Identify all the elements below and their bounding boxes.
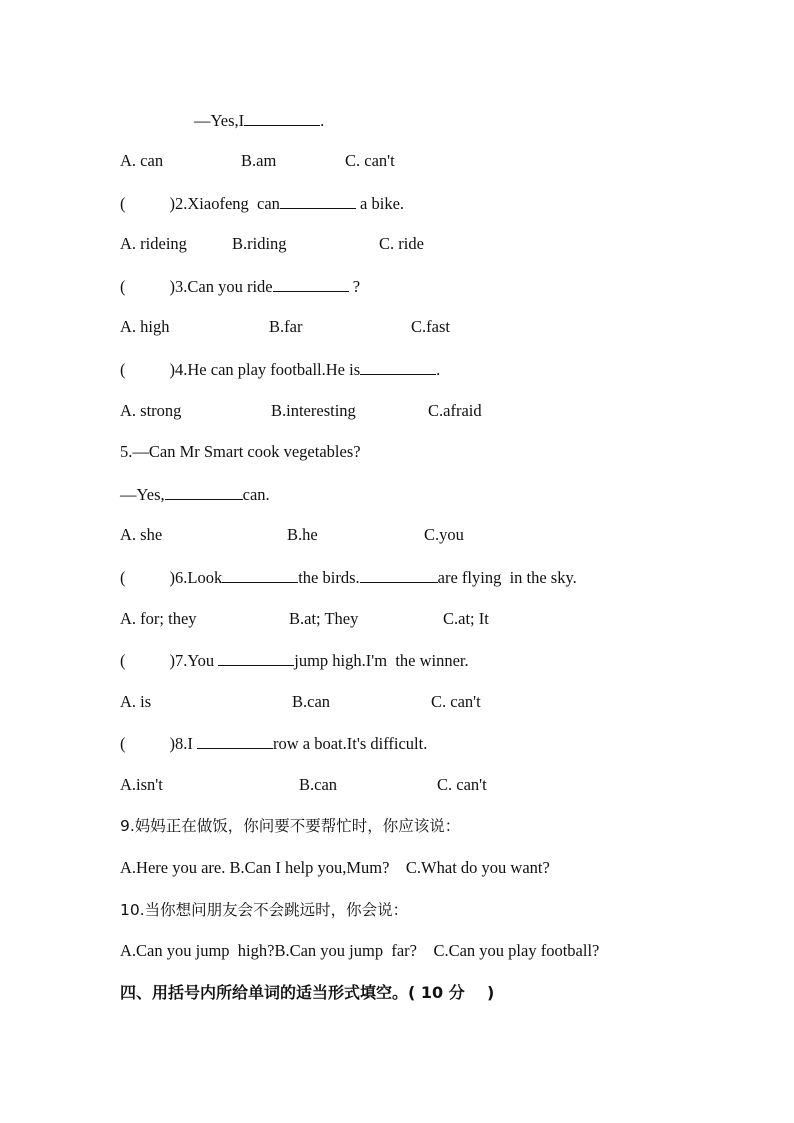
q8-paren-close: ) [169,734,175,753]
q1-option-c: C. can't [345,151,395,170]
answer-blank[interactable] [165,484,243,500]
q2-paren-open: ( [120,194,126,213]
q6-option-a: A. for; they [120,609,197,628]
q1-answer-suffix: . [320,111,325,130]
q2-option-b: B.riding [232,234,287,253]
q2-option-c: C. ride [379,234,424,253]
q2-stem [120,193,404,214]
q3-text-after: ? [348,277,361,296]
q8-text-after: row a boat.It's difficult. [273,734,428,753]
q6-text-mid: the birds. [298,568,360,587]
q5-answer-prefix: —Yes, [120,485,165,504]
q4-paren-open: ( [120,360,126,379]
q4-option-c: C.afraid [428,401,482,420]
q2-text-before: 2.Xiaofeng can [175,194,280,213]
q6-text-after: are flying in the sky. [437,568,577,587]
q6-stem [120,567,577,588]
q1-option-b: B.am [241,151,277,170]
q8-stem [120,733,427,754]
q3-option-c: C.fast [411,317,450,336]
q4-stem [120,359,440,380]
answer-blank[interactable] [280,193,356,209]
q7-stem [120,650,469,671]
q3-paren-open: ( [120,277,126,296]
q3-option-b: B.far [269,317,303,336]
q2-paren-close: ) [169,194,175,213]
q2-text-after: a bike. [355,194,405,213]
q5-answer-suffix: can. [242,485,270,504]
answer-blank[interactable] [360,359,436,375]
q6-paren-open: ( [120,568,126,587]
q6-option-b: B.at; They [289,609,359,628]
q5-option-a: A. she [120,525,163,544]
q1-answer [194,110,324,131]
answer-blank[interactable] [197,733,273,749]
q4-text-after: . [436,360,441,379]
q8-option-a: A.isn't [120,775,163,794]
q3-paren-close: ) [169,277,175,296]
q3-option-a: A. high [120,317,170,336]
q7-paren-open: ( [120,651,126,670]
q2-option-a: A. rideing [120,234,187,253]
q7-paren-close: ) [169,651,175,670]
q8-text-before: 8.I [175,734,197,753]
section-heading: 四、用括号内所给单词的适当形式填空。( 10 分 ) [120,983,495,1002]
q7-option-c: C. can't [431,692,481,711]
q8-paren-open: ( [120,734,126,753]
q7-text-before: 7.You [175,651,219,670]
q3-text-before: 3.Can you ride [175,277,273,296]
q9-options: A.Here you are. B.Can I help you,Mum? C.What do you want? [120,858,550,877]
q4-paren-close: ) [169,360,175,379]
q5-option-c: C.you [424,525,464,544]
q6-text-before: 6.Look [175,568,223,587]
q8-option-c: C. can't [437,775,487,794]
q6-paren-close: ) [169,568,175,587]
q3-stem [120,276,360,297]
answer-blank[interactable] [360,567,438,583]
q4-text-before: 4.He can play football.He is [175,360,361,379]
q7-option-a: A. is [120,692,152,711]
q7-option-b: B.can [292,692,331,711]
q1-option-a: A. can [120,151,164,170]
q6-option-c: C.at; It [443,609,489,628]
q5-answer [120,484,270,505]
answer-blank[interactable] [273,276,349,292]
q5-question: 5.—Can Mr Smart cook vegetables? [120,442,361,461]
q9-question: 9.妈妈正在做饭，你问要不要帮忙时，你应该说： [120,817,461,835]
q8-option-b: B.can [299,775,338,794]
q4-option-b: B.interesting [271,401,356,420]
answer-blank[interactable] [244,110,320,126]
q5-option-b: B.he [287,525,318,544]
q10-options: A.Can you jump high?B.Can you jump far? C.Can you play football? [120,941,600,960]
q10-question: 10.当你想问朋友会不会跳远时，你会说： [120,901,409,919]
answer-blank[interactable] [222,567,298,583]
q4-option-a: A. strong [120,401,182,420]
q1-answer-prefix: —Yes,I [194,111,245,130]
q7-text-after: jump high.I'm the winner. [294,651,469,670]
answer-blank[interactable] [218,650,294,666]
